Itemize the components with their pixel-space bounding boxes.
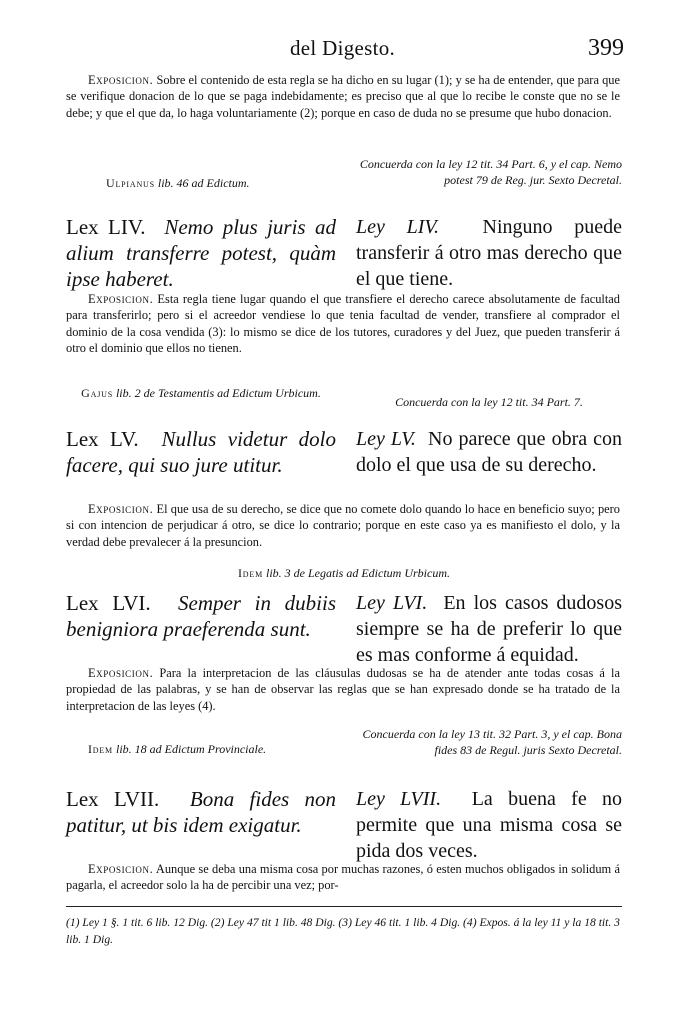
exposition-label: Exposicion. (88, 73, 154, 87)
source-work: lib. 2 de Testamentis ad Edictum Urbicum. (115, 386, 321, 400)
concordance-note-2: Concuerda con la ley 12 tit. 34 Part. 7. (395, 395, 583, 409)
source-citation-idem-1 (66, 566, 622, 582)
latin-law-55 (66, 426, 336, 478)
lex-text: Bona fides non patitur, ut bis idem exigatur. (66, 787, 336, 837)
exposition-paragraph-3 (66, 501, 620, 550)
exposition-text: Sobre el contenido de esta regla se ha dicho en su lugar (1); y se ha de entender, que para que se verifique donacion de lo que se paga indebidamente; es preciso que al que lo recibe le conste que no se le debe; y que el que da, lo haga voluntariamente (2); porque en caso de duda no se presume que hubo donacion. (66, 73, 620, 120)
exposition-text: Aunque se deba una misma cosa por muchas razones, ó esten muchos obligados in solidum á pagarla, el acreedor solo la ha de percibir una vez; por- (66, 862, 620, 893)
exposition-paragraph-2 (66, 291, 620, 357)
exposition-paragraph-4 (66, 665, 620, 714)
latin-law-54 (66, 214, 336, 292)
ley-text: Ninguno puede transferir á otro mas derecho que el que tiene. (356, 216, 622, 290)
latin-law-56 (66, 590, 336, 642)
exposition-paragraph-5 (66, 861, 620, 894)
lex-text: Semper in dubiis benigniora praeferenda sunt. (66, 591, 337, 641)
exposition-text: El que usa de su derecho, se dice que no comete dolo quando lo hace en beneficio suyo; pero si con intencion de perjudicar á otro, se dice lo contrario; porque en este caso ya es manifiesto el dolo, y la verdad debe prevalecer á la presuncion. (66, 502, 620, 549)
source-citation-gajus (66, 386, 336, 402)
running-title: del Digesto. (290, 36, 396, 60)
exposition-label: Exposicion. (88, 292, 154, 306)
lex-number: Lex LV. (66, 427, 139, 451)
source-author: Idem (238, 566, 263, 580)
ley-number: Ley LV. (356, 428, 416, 450)
footnotes: (1) Ley 1 §. 1 tit. 6 lib. 12 Dig. (2) Ley 47 tit 1 lib. 48 Dig. (3) Ley 46 tit. 1 lib. 4 Dig. (4) Expos. á la ley 11 y la 18 tit. 3 lib. 1 Dig. (66, 916, 620, 946)
source-author: Idem (88, 742, 113, 756)
ley-text: La buena fe no permite que una misma cosa se pida dos veces. (356, 788, 623, 862)
page-header (0, 36, 682, 66)
exposition-text: Esta regla tiene lugar quando el que transfiere el derecho carece absolutamente de facultad para transferirlo; pero si el acreedor vendiese lo que tenia facultad de vender, transfiere al comprador el dominio de la cosa vendida (3): lo mismo se dice de los tutores, curadores y del Juez, que pueden transferir á otro el dominio que ellos no tienen. (66, 292, 620, 356)
source-work: lib. 46 ad Edictum. (157, 176, 250, 190)
source-author: Ulpianus (106, 176, 155, 190)
footnote-divider (66, 906, 622, 907)
ley-text: En los casos dudosos siempre se ha de preferir lo que es mas conforme á equidad. (356, 592, 622, 666)
ley-number: Ley LVII. (356, 788, 442, 810)
spanish-law-56 (356, 590, 622, 668)
lex-text: Nullus videtur dolo facere, qui suo jure utitur. (66, 427, 336, 477)
lex-number: Lex LVII. (66, 787, 160, 811)
concordance-note-4: Concuerda con la ley 13 tit. 32 Part. 3, y el cap. Bona fides 83 de Regul. juris Sexto Decretal. (362, 727, 622, 757)
lex-number: Lex LIV. (66, 215, 146, 239)
exposition-label: Exposicion. (88, 862, 154, 876)
exposition-paragraph-1 (66, 72, 620, 121)
ley-text: No parece que obra con dolo el que usa de su derecho. (356, 428, 623, 476)
spanish-law-55 (356, 426, 622, 478)
source-citation-idem-2 (66, 742, 356, 758)
exposition-text: Para la interpretacion de las cláusulas dudosas se ha de atender ante todas cosas á la propiedad de las palabras, y se han de observar las reglas que se han expresado donde se ha tratado de la interpretacion de las leyes (4). (66, 666, 620, 713)
spanish-law-54 (356, 214, 622, 292)
latin-law-57 (66, 786, 336, 838)
ley-number: Ley LVI. (356, 592, 428, 614)
source-work: lib. 18 ad Edictum Provinciale. (115, 742, 267, 756)
source-author: Gajus (81, 386, 113, 400)
source-citation-ulpianus (66, 176, 356, 192)
source-work: lib. 3 de Legatis ad Edictum Urbicum. (266, 566, 450, 580)
spanish-law-57 (356, 786, 622, 864)
ley-number: Ley LIV. (356, 216, 440, 238)
page-number: 399 (588, 35, 624, 61)
lex-number: Lex LVI. (66, 591, 151, 615)
concordance-note-1: Concuerda con la ley 12 tit. 34 Part. 6, y el cap. Nemo potest 79 de Reg. jur. Sexto Decretal. (359, 157, 622, 187)
exposition-label: Exposicion. (88, 502, 154, 516)
exposition-label: Exposicion. (88, 666, 154, 680)
lex-text: Nemo plus juris ad alium transferre potest, quàm ipse haberet. (66, 215, 336, 291)
